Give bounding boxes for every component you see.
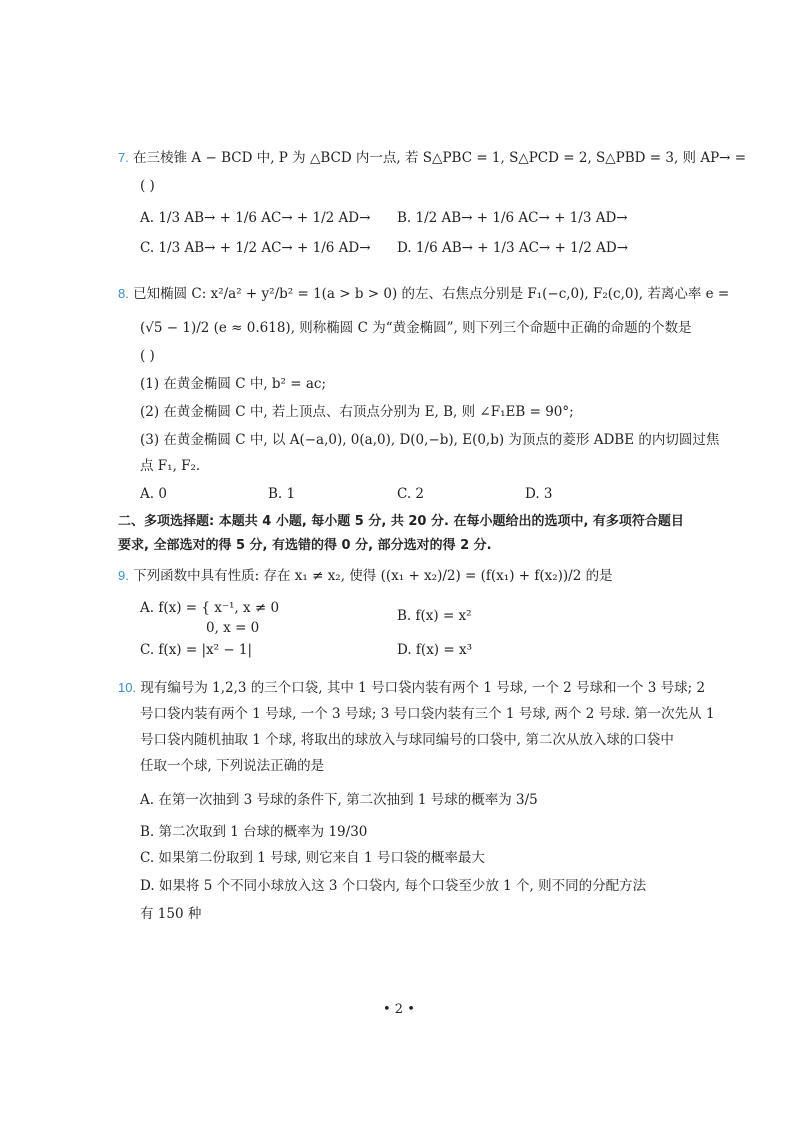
question-7-line-1 — [118, 148, 746, 168]
question-7-option-d: D. 1/6 AB→ + 1/3 AC→ + 1/2 AD→ — [397, 240, 629, 256]
question-10-line-1 — [118, 678, 705, 698]
page-number: • 2 • — [383, 1002, 415, 1017]
question-9-number: 9. — [118, 568, 129, 583]
question-8-number: 8. — [118, 286, 129, 301]
question-9-line-1 — [118, 566, 613, 586]
question-8-stem-2: (√5 − 1)/2 (e ≈ 0.618), 则称椭圆 C 为“黄金椭圆”, 则下列三个命题中正确的命题的个数是 — [140, 320, 692, 336]
question-10-option-d-line-1: D. 如果将 5 个不同小球放入这 3 个口袋内, 每个口袋至少放 1 个, 则不同的分配方法 — [140, 878, 647, 894]
question-8-proposition-1: (1) 在黄金椭圆 C 中, b² = ac; — [140, 376, 327, 392]
question-8-line-1 — [118, 284, 729, 304]
question-9-option-a-line-1: A. f(x) = { x⁻¹, x ≠ 0 — [140, 600, 280, 616]
question-7-number: 7. — [118, 150, 129, 165]
question-9-option-d: D. f(x) = x³ — [397, 642, 472, 658]
question-8-option-a: A. 0 — [140, 486, 167, 502]
question-7-option-b: B. 1/2 AB→ + 1/6 AC→ + 1/3 AD→ — [397, 210, 628, 226]
question-8-blank: ( ) — [140, 348, 155, 364]
section-2-heading-line-1: 二、多项选择题: 本题共 4 小题, 每小题 5 分, 共 20 分. 在每小题给出的选项中, 有多项符合题目 — [118, 514, 684, 529]
question-10-option-c: C. 如果第二份取到 1 号球, 则它来自 1 号口袋的概率最大 — [140, 850, 485, 866]
question-9-option-b: B. f(x) = x² — [397, 608, 472, 624]
question-8-option-d: D. 3 — [525, 486, 553, 502]
question-9-option-c: C. f(x) = |x² − 1| — [140, 642, 253, 658]
question-8-option-c: C. 2 — [397, 486, 425, 502]
question-8-option-b: B. 1 — [268, 486, 296, 502]
question-10-stem-1: 现有编号为 1,2,3 的三个口袋, 其中 1 号口袋内装有两个 1 号球, 一个 2 号球和一个 3 号球; 2 — [140, 680, 706, 696]
question-7-stem: 在三棱锥 A − BCD 中, P 为 △BCD 内一点, 若 S△PBC = 1, S△PCD = 2, S△PBD = 3, 则 AP→ = — [133, 150, 747, 166]
question-9-option-a-line-2: 0, x = 0 — [206, 620, 260, 636]
question-10-option-d-line-2: 有 150 种 — [140, 906, 202, 922]
question-10-option-a: A. 在第一次抽到 3 号球的条件下, 第二次抽到 1 号球的概率为 3/5 — [140, 792, 538, 808]
question-8-proposition-2: (2) 在黄金椭圆 C 中, 若上顶点、右顶点分别为 E, B, 则 ∠F₁EB = 90°; — [140, 404, 574, 420]
section-2-heading-line-2: 要求, 全部选对的得 5 分, 有选错的得 0 分, 部分选对的得 2 分. — [118, 538, 492, 553]
question-8-stem-1: 已知椭圆 C: x²/a² + y²/b² = 1(a > b > 0) 的左、右焦点分别是 F₁(−c,0), F₂(c,0), 若离心率 e = — [133, 286, 730, 302]
question-9-stem: 下列函数中具有性质: 存在 x₁ ≠ x₂, 使得 ((x₁ + x₂)/2) = (f(x₁) + f(x₂))/2 的是 — [133, 568, 613, 584]
question-10-option-b: B. 第二次取到 1 台球的概率为 19/30 — [140, 824, 368, 840]
question-7-option-c: C. 1/3 AB→ + 1/2 AC→ + 1/6 AD→ — [140, 240, 371, 256]
question-10-stem-3: 号口袋内随机抽取 1 个球, 将取出的球放入与球同编号的口袋中, 第二次从放入球的口袋中 — [140, 732, 674, 748]
question-8-proposition-3-line-2: 点 F₁, F₂. — [140, 458, 201, 474]
question-7-blank: ( ) — [140, 178, 155, 194]
question-10-stem-4: 任取一个球, 下列说法正确的是 — [140, 758, 325, 774]
question-7-option-a: A. 1/3 AB→ + 1/6 AC→ + 1/2 AD→ — [140, 210, 371, 226]
question-10-number: 10. — [118, 680, 137, 695]
question-8-proposition-3-line-1: (3) 在黄金椭圆 C 中, 以 A(−a,0), 0(a,0), D(0,−b), E(0,b) 为顶点的菱形 ADBE 的内切圆过焦 — [140, 432, 720, 448]
question-10-stem-2: 号口袋内装有两个 1 号球, 一个 3 号球; 3 号口袋内装有三个 1 号球, 两个 2 号球. 第一次先从 1 — [140, 706, 715, 722]
